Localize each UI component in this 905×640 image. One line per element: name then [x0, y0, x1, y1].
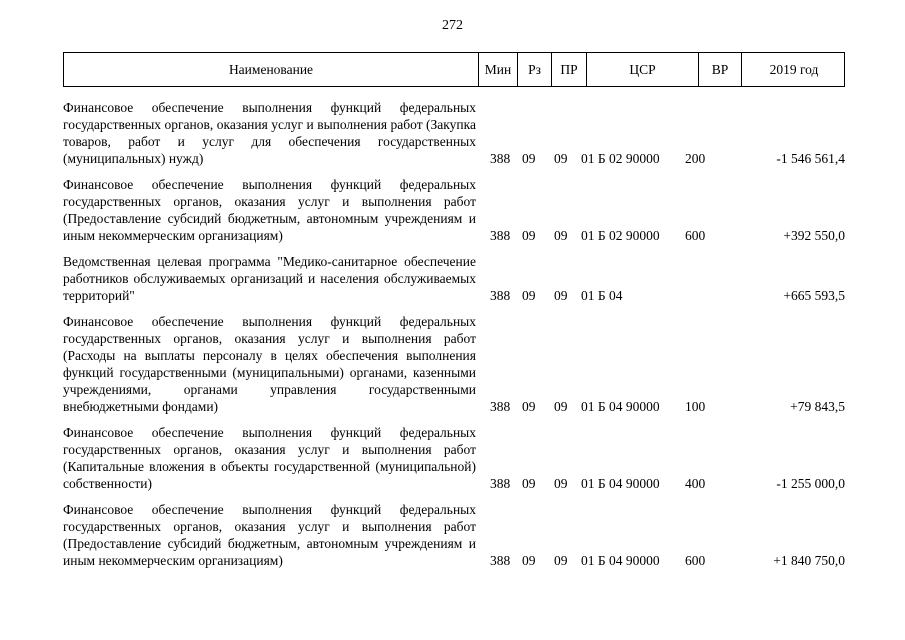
row-pr: 09	[554, 228, 568, 243]
header-vr: ВР	[699, 53, 742, 86]
row-rz: 09	[522, 476, 536, 491]
row-min: 388	[490, 228, 511, 243]
row-description: Финансовое обеспечение выполнения функций федеральных государственных органов, оказания услуг и выполнения работ (Расходы на выплаты персоналу в целях обеспечения выполнения функций государственными (муниципальными) органами, казенными учреждениями, органами управления государственными внебюджетными фондами)	[63, 314, 476, 414]
header-pr: ПР	[552, 53, 587, 86]
row-rz: 09	[522, 151, 536, 166]
row-min: 388	[490, 476, 511, 491]
row-description: Финансовое обеспечение выполнения функций федеральных государственных органов, оказания услуг и выполнения работ (Капитальные вложения в объекты государственной (муниципальной) собственности)	[63, 425, 476, 491]
page-number: 272	[442, 18, 463, 33]
row-csr: 01 Б 02 90000	[581, 151, 660, 166]
row-amount: -1 546 561,4	[776, 151, 845, 166]
row-csr: 01 Б 02 90000	[581, 228, 660, 243]
row-description: Финансовое обеспечение выполнения функций федеральных государственных органов, оказания услуг и выполнения работ (Предоставление субсидий бюджетным, автономным учреждениям и иным некоммерческим организациям)	[63, 177, 476, 243]
row-rz: 09	[522, 228, 536, 243]
row-rz: 09	[522, 399, 536, 414]
table-body	[63, 99, 845, 578]
row-pr: 09	[554, 288, 568, 303]
row-min: 388	[490, 553, 511, 568]
row-csr: 01 Б 04	[581, 288, 623, 303]
row-vr: 600	[685, 553, 706, 568]
row-min: 388	[490, 399, 511, 414]
row-pr: 09	[554, 399, 568, 414]
table-row	[63, 313, 845, 415]
header-csr: ЦСР	[587, 53, 699, 86]
table-row	[63, 253, 845, 304]
row-amount: +392 550,0	[783, 228, 845, 243]
row-min: 388	[490, 288, 511, 303]
header-year: 2019 год	[769, 62, 819, 77]
row-min: 388	[490, 151, 511, 166]
table-row	[63, 424, 845, 492]
row-amount: +79 843,5	[790, 399, 845, 414]
table-header	[63, 52, 845, 87]
row-amount: +1 840 750,0	[773, 553, 845, 568]
table-row	[63, 176, 845, 244]
row-amount: -1 255 000,0	[776, 476, 845, 491]
header-rz: Рз	[518, 53, 552, 86]
row-vr: 600	[685, 228, 706, 243]
row-description: Ведомственная целевая программа "Медико-санитарное обеспечение работников обслуживаемых организаций и населения обслуживаемых территорий"	[63, 254, 476, 303]
row-pr: 09	[554, 476, 568, 491]
header-name: Наименование	[64, 53, 479, 86]
row-vr: 100	[685, 399, 706, 414]
row-description: Финансовое обеспечение выполнения функций федеральных государственных органов, оказания услуг и выполнения работ (Предоставление субсидий бюджетным, автономным учреждениям и иным некоммерческим организациям)	[63, 502, 476, 568]
row-vr: 400	[685, 476, 706, 491]
row-csr: 01 Б 04 90000	[581, 476, 660, 491]
table-row	[63, 501, 845, 569]
row-rz: 09	[522, 288, 536, 303]
row-csr: 01 Б 04 90000	[581, 553, 660, 568]
row-pr: 09	[554, 151, 568, 166]
row-csr: 01 Б 04 90000	[581, 399, 660, 414]
header-min: Мин	[479, 53, 518, 86]
row-vr: 200	[685, 151, 706, 166]
row-pr: 09	[554, 553, 568, 568]
row-rz: 09	[522, 553, 536, 568]
row-amount: +665 593,5	[783, 288, 845, 303]
row-description: Финансовое обеспечение выполнения функций федеральных государственных органов, оказания услуг и выполнения работ (Закупка товаров, работ и услуг для обеспечения государственных (муниципальных) нужд)	[63, 100, 476, 166]
table-row	[63, 99, 845, 167]
